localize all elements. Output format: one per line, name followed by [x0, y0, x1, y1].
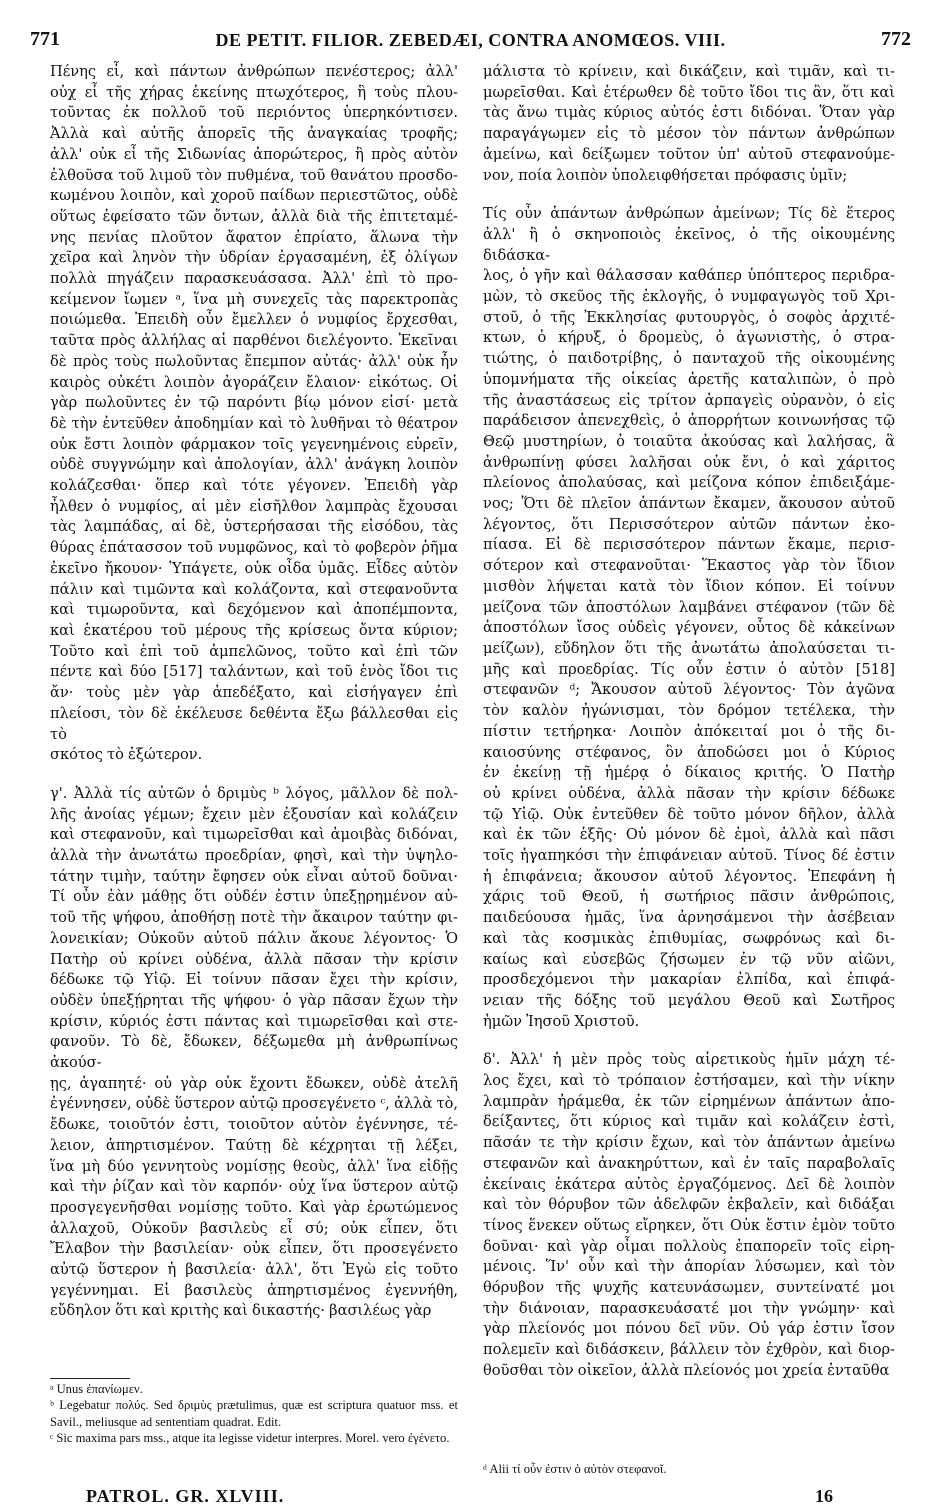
- text-line: πίστιν τετήρηκα· Λοιπὸν ἀπόκειταί μοι ὁ τῆς δι-: [483, 722, 895, 740]
- text-line: θύρας ἐπάτασσον τοῦ νυμφῶνος, καὶ τὸ φοβερὸν ῥῆμα: [50, 539, 458, 557]
- text-line: καὶ στεφανοῦν, καὶ τιμωρεῖσθαι καὶ ἀμοιβὰς διδόναι,: [50, 826, 458, 844]
- text-line: Θεῷ μυστηρίων, ὁ τοιαῦτα ἀκούσας καὶ λαλήσας, ἃ: [483, 432, 895, 450]
- paragraph-gap: [50, 766, 458, 784]
- text-line: κτων, ὁ κήρυξ, ὁ δρομεὺς, ὁ ἀγωνιστὴς, ὁ στρα-: [483, 329, 895, 347]
- text-line: γὰρ πωλοῦντες ἐν τῷ παρόντι βίῳ μόνον εἰσί· μετὰ: [50, 394, 458, 412]
- text-line: τοῖς ἠγαπηκόσι τὴν ἐπιφάνειαν αὐτοῦ. Τίνος δέ ἐστιν: [483, 847, 895, 865]
- text-line: λαμπρὰν ἠράμεθα, ἐκ τῶν εἰρημένων ἁπάντων ἀπο-: [483, 1092, 895, 1110]
- text-line: ἡμῶν Ἰησοῦ Χριστοῦ.: [483, 1012, 640, 1030]
- text-line: μείζονα τῶν ἀποστόλων λαμβάνει στέφανον (τῶν δὲ: [483, 598, 895, 616]
- text-line: σότερον καὶ στεφανοῦται· Ἕκαστος γὰρ τὸν ἴδιον: [483, 557, 895, 575]
- text-line: καὶ ἐκ τῶν ἑξῆς· Οὐ μόνον δὲ ἐμοὶ, ἀλλὰ καὶ πᾶσι: [483, 826, 895, 844]
- left-column: [50, 62, 458, 1322]
- text-line: καίως καὶ εὐσεβῶς ζήσωμεν ἐν τῷ νῦν αἰῶνι,: [483, 950, 895, 968]
- text-line: οὐ κρίνει οὐδένα, ἀλλὰ πᾶσαν τὴν κρίσιν δέδωκε: [483, 784, 895, 802]
- text-line: ἀνθρωπίνῃ φύσει λαλῆσαι οὐκ ἔνι, ὁ καὶ χάριτος: [483, 453, 895, 471]
- text-line: ἐγέννησεν, οὐδὲ ὕστερον αὐτῷ προσεγένετο ᶜ, ἀλλὰ τὸ,: [50, 1095, 458, 1113]
- text-line: γεγέννημαι. Εἰ βασιλεὺς ἀπηρτισμένος ἐγεννήθη,: [50, 1281, 458, 1299]
- text-line: τὰς ἄνω τιμὰς κύριος αὐτός ἐστι διδόναι. Ὅταν γὰρ: [483, 104, 895, 122]
- text-line: νος; Ὅτι δὲ πλεῖον ἁπάντων ἔκαμεν, ἄκουσον αὐτοῦ: [483, 495, 895, 513]
- text-line: τῆς ἀναστάσεως εἰς τρίτον ἁρπαγεὶς οὐρανὸν, ὁ εἰς: [483, 391, 895, 409]
- text-line: οὐδὲ συγγνώμην καὶ ἀπολογίαν, ἀλλ' ἀνάγκη λοιπὸν: [50, 456, 458, 474]
- page-number-right: 772: [881, 28, 911, 50]
- text-line: πέντε καὶ δύο [517] ταλάντων, καὶ τοῦ ἑνὸς ἴδοι τις: [50, 663, 458, 681]
- text-line: ἵνα μὴ δύο γεννητοὺς νομίσῃς θεοὺς, ἀλλ' ἵνα εἰδῇς: [50, 1157, 458, 1175]
- text-line: γὰρ πλείονός μοι πόνου δεῖ νῦν. Οὐ γάρ ἐστιν ἴσον: [483, 1320, 895, 1338]
- right-column: [483, 62, 895, 1382]
- text-line: τοῦ τῆς ψήφου, ἀποθήσῃ ποτὲ τὴν ἄκαιρον ταύτην φι-: [50, 909, 458, 927]
- text-line: παραγάγωμεν εἰς τὸ μέσον τὸν πάντων ἀνθρώπων: [483, 125, 895, 143]
- text-line: στεφανῶν καὶ ἀνακηρύττων, καὶ ἐν ταῖς παραβολαῖς: [483, 1154, 895, 1172]
- text-line: πᾶσάν τε τὴν κρίσιν ἔχων, καὶ τὸν ἁπάντων ἀμείνω: [483, 1134, 895, 1152]
- text-line: τὴν διάνοιαν, παρασκευάσατέ μοι τὴν γνώμην· καὶ: [483, 1299, 895, 1317]
- text-line: καιοσύνης στέφανος, ὃν ἀποδώσει μοι ὁ Κύριος: [483, 743, 895, 761]
- text-line: στοῦ, ὁ τῆς Ἐκκλησίας φυτουργὸς, ὁ σοφὸς ἀρχιτέ-: [483, 308, 895, 326]
- text-line: Τίς οὖν ἁπάντων ἀνθρώπων ἀμείνων; Τίς δὲ ἕτερος: [483, 205, 895, 223]
- text-line: χεῖρα καὶ ληνὸν τὴν ὑδρίαν ἐργασαμένη, ἐξ ὀλίγων: [50, 249, 458, 267]
- text-line: κρίσιν, κύριός ἐστι πάντας καὶ τιμωρεῖσθαι καὶ στε-: [50, 1012, 458, 1030]
- text-line: ἀποστόλων ἴσος οὐδεὶς γέγονεν, οὗτος δὲ κἀκείνων: [483, 619, 895, 637]
- footnote-right: ᵈ Alii τί οὖν ἐστιν ὁ αὐτὸν στεφανοῖ.: [483, 1462, 667, 1476]
- text-line: λειον, ἀπηρτισμένον. Ταύτῃ δὲ κέχρηται τῇ λέξει,: [50, 1136, 458, 1154]
- text-line: δὲ πρὸς τοὺς πωλοῦντας ἔπεμπον αὐτάς· ἀλλ' οὐκ ἦν: [50, 352, 458, 370]
- text-line: λος, ὁ γῆν καὶ θάλασσαν καθάπερ ὑπόπτερος περιδρα-: [483, 267, 895, 285]
- text-line: Πατὴρ οὐ κρίνει οὐδένα, ἀλλὰ πᾶσαν τὴν κρίσιν: [50, 950, 458, 968]
- text-line: γ'. Ἀλλὰ τίς αὐτῶν ὁ δριμὺς ᵇ λόγος, μᾶλλον δὲ πολ-: [50, 784, 458, 802]
- footer-volume: PATROL. GR. XLVIII.: [86, 1486, 285, 1506]
- text-line: ἀλλὰ τὴν ἀνωτάτω προεδρίαν, φησὶ, καὶ τὴν ὑψηλο-: [50, 847, 458, 865]
- text-line: δὲ τὴν ἐντεῦθεν ἀποδημίαν καὶ τὸ λυθῆναι τὸ θέατρον: [50, 414, 458, 432]
- text-line: καὶ τὴν ῥίζαν καὶ τὸν καρπόν· οὐχ ἵνα ὕστερον αὐτῷ: [50, 1178, 458, 1196]
- footer-signature: 16: [815, 1486, 833, 1506]
- text-line: παράδεισον ἀπενεχθεὶς, ὁ ἀπορρήτων κοινωνήσας τῷ: [483, 412, 895, 430]
- text-line: ποιώμεθα. Ἐπειδὴ οὖν ἔμελλεν ὁ νυμφίος ἔρχεσθαι,: [50, 311, 458, 329]
- text-line: πολλὰ πηγάζειν παρασκευάσασα. Ἀλλ' ἐπὶ τὸ προ-: [50, 270, 458, 288]
- text-line: πλείονος ἀπολαύσας, καὶ μείζονα κόπον ἐπιδειξάμε-: [483, 474, 895, 492]
- text-line: καιρὸς οὐκέτι λοιπὸν ἀγοράζειν ἔλαιον· εἰκότως. Οἱ: [50, 373, 458, 391]
- text-line: ἐν ἐκείνῃ τῇ ἡμέρᾳ ὁ δίκαιος κριτής. Ὁ Πατὴρ: [483, 764, 895, 782]
- text-line: μισθὸν λήψεται κατὰ τὸν ἴδιον κόπον. Εἰ τοίνυν: [483, 577, 895, 595]
- text-line: δέδωκε τῷ Υἱῷ. Εἰ τοίνυν πᾶσαν ἔχει τὴν κρίσιν,: [50, 971, 458, 989]
- text-line: καὶ τὸν θόρυβον τῶν ἀδελφῶν ἐκβαλεῖν, καὶ διδάξαι: [483, 1196, 895, 1214]
- text-line: οὐκ ἔστι λοιπὸν φάρμακον τοῖς γεγενημένοις εὑρεῖν,: [50, 435, 458, 453]
- text-line: τάτην τιμὴν, ταύτην ἔφησεν οὐκ εἶναι αὐτοῦ δοῦναι·: [50, 867, 458, 885]
- page-header: [30, 28, 911, 58]
- paragraph-gap: [483, 186, 895, 204]
- text-line: νης πενίας πλοῦτον ἄφατον ἐπρίατο, ἅλωνα τὴν: [50, 228, 458, 246]
- text-line: πλείοσι, τὸν δὲ ἐκέλευσε δεθέντα ἔξω βάλλεσθαι εἰς τὸ: [50, 704, 458, 743]
- text-line: χάρις τοῦ Θεοῦ, ἡ σωτήριος πᾶσιν ἀνθρώποις,: [483, 888, 895, 906]
- text-line: θόρυβον τῆς ψυχῆς κατευνάσωμεν, συντείνατέ μοι: [483, 1279, 895, 1297]
- text-line: ἦλθεν ὁ νυμφίος, αἱ μὲν εἰσῆλθον λαμπρὰς ἔχουσαι: [50, 497, 458, 515]
- text-line: ἡ ἐπιφάνεια; ἄκουσον αὐτοῦ λέγοντος. Ἐπεφάνη ἡ: [483, 867, 895, 885]
- text-line: ὑπομνήματα τῆς οἰκείας ἀρετῆς καταλιπὼν, ὁ πρὸ: [483, 370, 895, 388]
- footnote: ᶜ Sic maxima pars mss., atque ita legisse videtur interpres. Morel. vero ἐγένετο.: [50, 1431, 450, 1446]
- footnote-rule: [50, 1378, 130, 1379]
- text-line: πάλιν καὶ τιμῶντα καὶ κολάζοντα, καὶ στεφανοῦντα: [50, 580, 458, 598]
- text-line: στεφανῶν ᵈ; Ἄκουσον αὐτοῦ λέγοντος· Τὸν ἀγῶνα: [483, 681, 895, 699]
- text-line: μὼν, τὸ σκεῦος τῆς ἐκλογῆς, ὁ νυμφαγωγὸς τοῦ Χρι-: [483, 288, 895, 306]
- text-line: Ἔλαβον τὴν βασιλείαν· οὐκ εἶπεν, ὅτι προσεγένετο: [50, 1240, 458, 1258]
- text-line: ἐκείναις ἑκάτερα αὐτὸς ἐργαζόμενος. Δεῖ δὲ λοιπὸν: [483, 1175, 895, 1193]
- text-line: κείμενον ἴωμεν ᵃ, ἵνα μὴ συνεχεῖς τὰς παρεκτροπὰς: [50, 290, 458, 308]
- text-line: δοῦναι· καὶ γὰρ οἶμαι πολλοὺς ἐπαπορεῖν τοῖς εἰρη-: [483, 1237, 895, 1255]
- text-line: εὔδηλον ὅτι καὶ κριτὴς καὶ δικαστής· βασιλέως γὰρ: [50, 1302, 432, 1320]
- paragraph-gap: [483, 1032, 895, 1050]
- text-line: λῆς ἀνοίας γέμων; ἔχειν μὲν ἐξουσίαν καὶ κολάζειν: [50, 805, 458, 823]
- text-line: Ἀλλὰ καὶ αὐτῆς ἀπορεῖς τῆς ἀναγκαίας τροφῆς;: [50, 125, 458, 143]
- text-line: τὸν καλὸν ἠγώνισμαι, τὸν δρόμον τετέλεκα, τὴν: [483, 702, 895, 720]
- text-line: μείζων), εὔδηλον ὅτι τῆς ἀνωτάτω ἀπολαύσεται τι-: [483, 639, 895, 657]
- text-line: Πένης εἶ, καὶ πάντων ἀνθρώπων πενέστερος; ἀλλ': [50, 63, 458, 80]
- text-line: τῷ Υἱῷ. Οὐκ ἐντεῦθεν δὲ τοῦτο μόνον δῆλον, ἀλλὰ: [483, 805, 895, 823]
- text-line: μωρεῖσθαι. Καὶ ἑτέρωθεν δὲ τοῦτο ἴδοι τις ἂν, ὅτι καὶ: [483, 83, 895, 101]
- text-line: μῆς καὶ προεδρίας. Τίς οὖν ἐστιν ὁ αὐτὸν [518]: [483, 660, 895, 678]
- text-line: προσδεχόμενοι τὴν μακαρίαν ἐλπίδα, καὶ ἐπιφά-: [483, 971, 895, 989]
- text-line: λονεικίαν; Οὐκοῦν αὐτοῦ πάλιν ἄκουε λέγοντος· Ὁ: [50, 929, 458, 947]
- text-line: ἀμείνω, καὶ δείξωμεν τοῦτον ὑπ' αὐτοῦ στεφανούμε-: [483, 145, 895, 163]
- text-line: ἀλλ' οὐκ εἶ τῆς Σιδωνίας ἀπορώτερος, ἣ πρὸς αὐτὸν: [50, 145, 458, 163]
- text-line: νον, ποία λοιπὸν ὑπολειφθήσεται πρόφασις ὑμῖν;: [483, 166, 848, 184]
- footnote: ᵃ Unus ἐπανίωμεν.: [50, 1382, 143, 1396]
- text-line: Τί οὖν ἐὰν μάθῃς ὅτι οὐδέν ἐστιν ὑπεξῃρημένον αὐ-: [50, 888, 458, 906]
- text-line: μένοις. Ἵν' οὖν καὶ τὴν ἀπορίαν λύσωμεν, καὶ τὸν: [483, 1258, 895, 1276]
- text-line: οὐχ εἶ τῆς χήρας ἐκείνης πτωχότερος, ἣ τοὺς πλου-: [50, 83, 458, 101]
- footnote: ᵇ Legebatur πολύς. Sed δριμὺς prætulimus, quæ est scriptura quatuor mss. et Savil., meliusque ad sententiam quadrat. Edit.: [50, 1398, 458, 1429]
- text-line: κολάζεσθαι· ὅπερ καὶ τότε γέγονεν. Ἐπειδὴ γὰρ: [50, 477, 458, 495]
- text-line: κωμένου λοιπὸν, καὶ χοροῦ παίδων περιεστῶτος, οὐδὲ: [50, 187, 458, 205]
- text-line: ταῦτα πρὸς ἀλλήλας αἱ παρθένοι διελέγοντο. Ἐκεῖναι: [50, 332, 458, 350]
- text-line: αὐτῷ ὕστερον ἡ βασιλεία· ἀλλ', ὅτι Ἐγὼ εἰς τοῦτο: [50, 1261, 458, 1279]
- text-line: φανοῦν. Τὸ δὲ, ἔδωκεν, δέξωμεθα μὴ ἀνθρωπίνως ἀκούσ-: [50, 1033, 458, 1072]
- text-line: τίνος ἕνεκεν οὕτως εἴρηκεν, ὅτι Οὐκ ἔστιν ἐμὸν τοῦτο: [483, 1216, 895, 1234]
- text-line: νειαν τῆς δόξης τοῦ μεγάλου Θεοῦ καὶ Σωτῆρος: [483, 991, 895, 1009]
- text-line: σκότος τὸ ἐξώτερον.: [50, 746, 203, 764]
- text-line: τιώτης, ὁ παιδοτρίβης, ὁ πανταχοῦ τῆς οἰκουμένης: [483, 350, 895, 368]
- text-line: Τοῦτο καὶ ἐπὶ τοῦ ἀμπελῶνος, τοῦτο καὶ ἐπὶ τῶν: [50, 642, 458, 660]
- text-line: ἄν· τοὺς μὲν γὰρ ἀπεδέξατο, καὶ εἰσήγαγεν ἐπὶ: [50, 684, 458, 702]
- text-line: μάλιστα τὸ κρίνειν, καὶ δικάζειν, καὶ τιμᾶν, καὶ τι-: [483, 63, 895, 80]
- text-line: οὐδὲν ὑπεξῄρηται τῆς ψήφου· ὁ γὰρ πᾶσαν ἔχων τὴν: [50, 991, 458, 1009]
- text-line: ἀλλαχοῦ, Οὐκοῦν βασιλεὺς εἶ σύ; οὐκ εἶπεν, ὅτι: [50, 1219, 458, 1237]
- text-line: ἀλλ' ἢ ὁ σκηνοποιὸς ἐκεῖνος, ὁ τῆς οἰκουμένης διδάσκα-: [483, 225, 895, 264]
- text-line: οὕτως ἐφείσατο τῶν ὄντων, ἀλλὰ διὰ τῆς ἐπιτεταμέ-: [50, 207, 458, 225]
- text-line: λέγοντος, ὅτι Περισσότερον αὐτῶν πάντων ἐκο-: [483, 515, 895, 533]
- text-line: παιδεύουσα ἡμᾶς, ἵνα ἀρνησάμενοι τὴν ἀσέβειαν: [483, 909, 895, 927]
- text-line: λος ἔχει, καὶ τὸ τρόπαιον ἐστήσαμεν, καὶ τὴν νίκην: [483, 1072, 895, 1090]
- text-line: καὶ ἑκατέρου τοῦ μέρους τῆς κρίσεως ὄντα κύριον;: [50, 621, 458, 639]
- text-line: δ'. Ἀλλ' ἡ μὲν πρὸς τοὺς αἱρετικοὺς ἡμῖν μάχη τέ-: [483, 1051, 895, 1069]
- text-line: καὶ τιμωροῦντα, καὶ δεχόμενον καὶ ἀποπέμποντα,: [50, 601, 458, 619]
- running-title: DE PETIT. FILIOR. ZEBEDÆI, CONTRA ANOMŒOS. VIII.: [215, 30, 726, 50]
- text-line: ἔδωκε, τοιοῦτόν ἐστι, τοιοῦτον αὐτὸν ἐγέννησε, τέ-: [50, 1116, 458, 1134]
- text-line: προσγεγενῆσθαι νομίσῃς τοῦτο. Καὶ γὰρ ἐρωτώμενος: [50, 1198, 458, 1216]
- text-line: θοῦσθαι τὸν οἰκεῖον, ἀλλὰ πλείονός μοι χρεία ἐνταῦθα: [483, 1361, 890, 1379]
- text-line: καὶ τὰς κοσμικὰς ἐπιθυμίας, σωφρόνως καὶ δι-: [483, 929, 895, 947]
- text-line: δείξαντες, ὅτι κύριος καὶ τιμᾶν καὶ κολάζειν ἐστὶ,: [483, 1113, 895, 1131]
- text-line: τὰς λαμπάδας, αἱ δὲ, ὑστερήσασαι τῆς εἰσόδου, τὰς: [50, 518, 458, 536]
- text-line: ῃς, ἀγαπητέ· οὐ γὰρ οὐκ ἔχοντι ἔδωκεν, οὐδὲ ἀτελῆ: [50, 1074, 458, 1092]
- text-line: πολεμεῖν καὶ διδάσκειν, βάλλειν τὸν ἐχθρὸν, καὶ διορ-: [483, 1341, 895, 1359]
- text-line: ἐκεῖνο ἤκουον· Ὑπάγετε, οὐκ οἶδα ὑμᾶς. Εἶδες αὐτὸν: [50, 559, 458, 577]
- text-line: τοῦντας ἐκ πολλοῦ τοῦ περιόντος ὑπερηκόντισεν.: [50, 104, 458, 122]
- footnotes-left: [50, 1378, 458, 1447]
- page-number-left: 771: [30, 28, 60, 50]
- text-line: ἐλθοῦσα τοῦ λιμοῦ τὸν πυθμένα, τοῦ θανάτου προσδο-: [50, 166, 458, 184]
- text-line: πίασα. Εἰ δὲ περισσότερον πάντων ἔκαμε, περισ-: [483, 536, 895, 554]
